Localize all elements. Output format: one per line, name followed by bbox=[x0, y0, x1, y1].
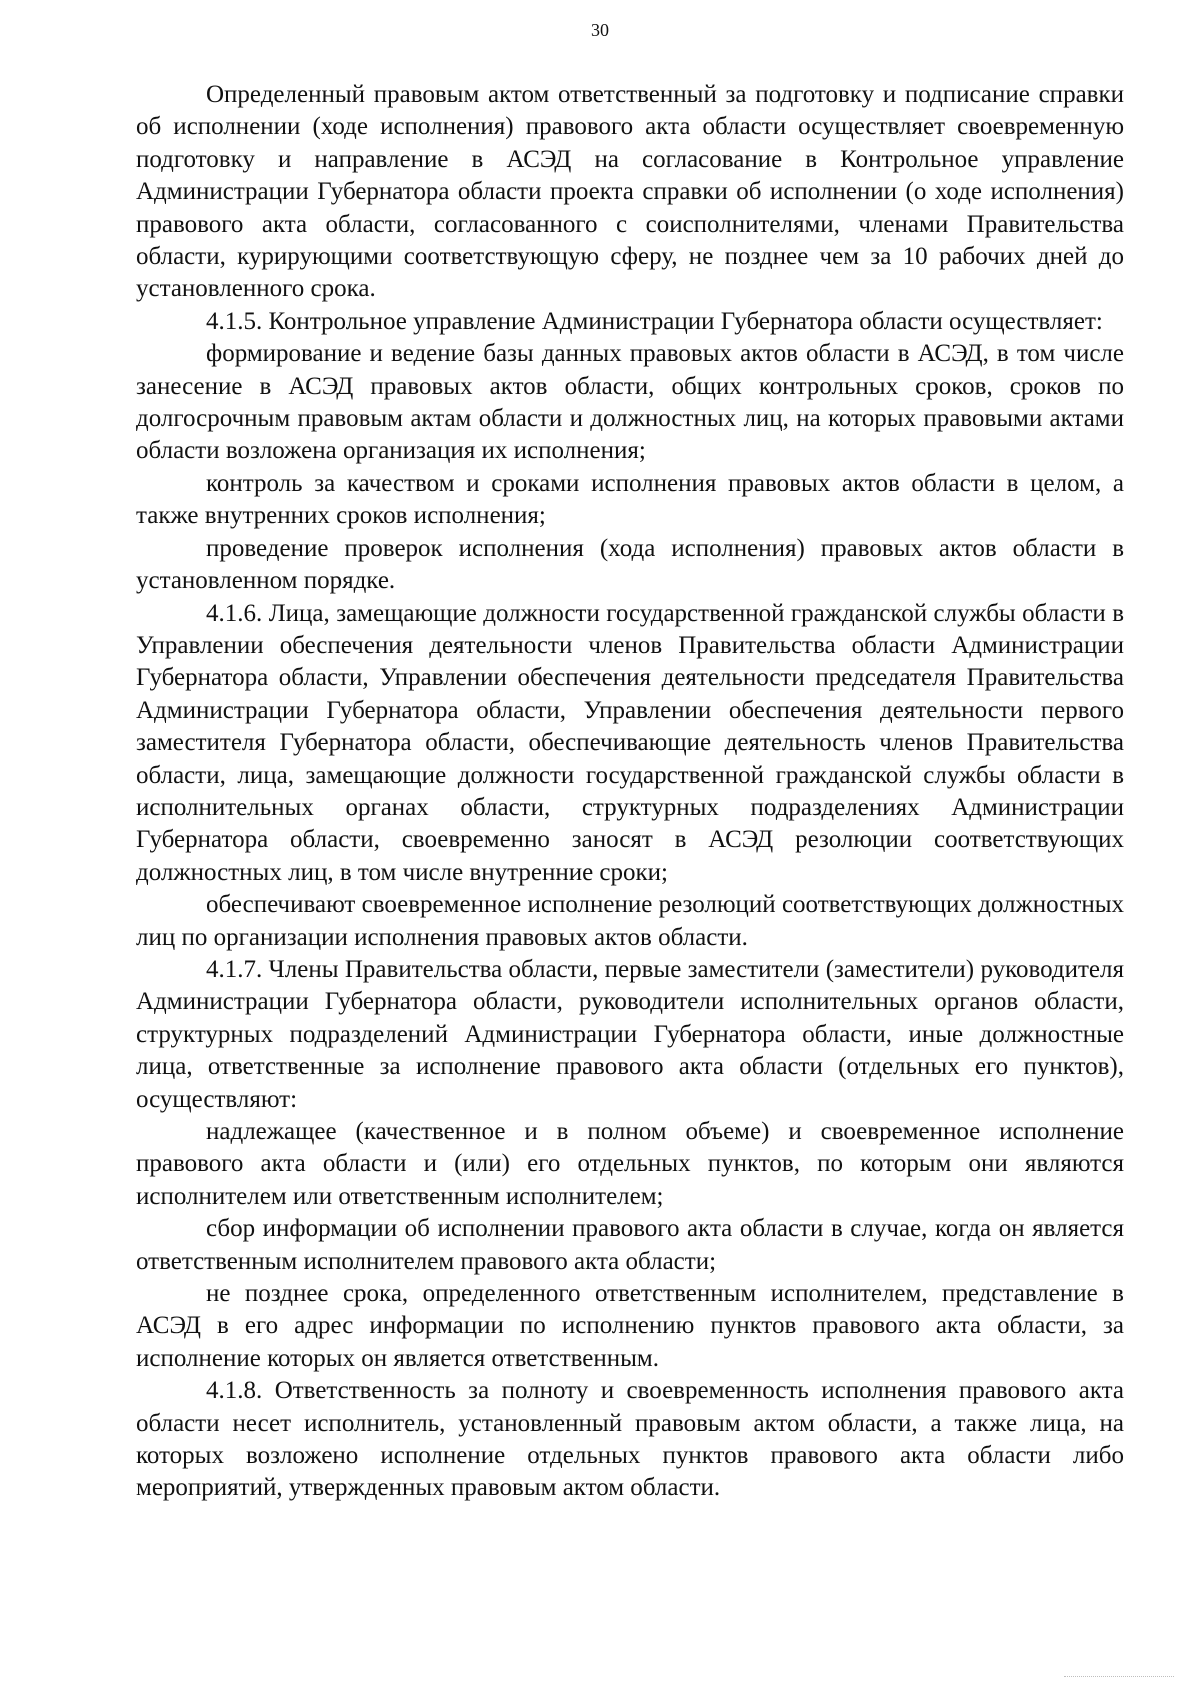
paragraph-information-collection: сбор информации об исполнении правового акта области в случае, когда он является ответственным исполнителем правового акта области; bbox=[136, 1215, 1124, 1275]
page-number: 30 bbox=[591, 20, 609, 40]
paragraph-verification: проведение проверок исполнения (хода исполнения) правовых актов области в установленном порядке. bbox=[136, 534, 1124, 595]
paragraph-information-submission: не позднее срока, определенного ответственным исполнителем, представление в АСЭД в его адрес информации по исполнению пунктов правового акта области, за исполнение которых он является ответственным. bbox=[136, 1280, 1124, 1372]
scan-mark bbox=[1064, 1668, 1174, 1677]
paragraph-quality-control: контроль за качеством и сроками исполнения правовых актов области в целом, а также внутренних сроков исполнения; bbox=[136, 469, 1124, 530]
document-body bbox=[136, 79, 1124, 1505]
paragraph-database-formation: формирование и ведение базы данных правовых актов области в АСЭД, в том числе занесение в АСЭД правовых актов области, общих контрольных сроков, сроков по долгосрочным правовым актам области и должностных лиц, на которых правовыми актами области возложена организация их исполнения; bbox=[136, 340, 1124, 465]
paragraph-section-4-1-6: 4.1.6. Лица, замещающие должности государственной гражданской службы области в Управлении обеспечения деятельности членов Правительства области Администрации Губернатора области, Управлении обеспечения деятельности председателя Правительства Администрации Губернатора области, Управлении обеспечения деятельности первого заместителя Губернатора области, обеспечивающие деятельность членов Правительства области, лица, замещающие должности государственной гражданской службы области в исполнительных органах области, структурных подразделениях Администрации Губернатора области, своевременно заносят в АСЭД резолюции соответствующих должностных лиц, в том числе внутренние сроки; bbox=[136, 599, 1124, 886]
paragraph-section-4-1-5: 4.1.5. Контрольное управление Администрации Губернатора области осуществляет: bbox=[206, 307, 1103, 335]
paragraph-proper-execution: надлежащее (качественное и в полном объеме) и своевременное исполнение правового акта области и (или) его отдельных пунктов, по которым они являются исполнителем или ответственным исполнителем; bbox=[136, 1118, 1124, 1210]
paragraph-resolution-execution: обеспечивают своевременное исполнение резолюций соответствующих должностных лиц по организации исполнения правовых актов области. bbox=[136, 891, 1124, 951]
paragraph-responsible-preparation: Определенный правовым актом ответственный за подготовку и подписание справки об исполнении (ходе исполнения) правового акта области осуществляет своевременную подготовку и направление в АСЭД на согласование в Контрольное управление Администрации Губернатора области проекта справки об исполнении (о ходе исполнения) правового акта области, согласованного с соисполнителями, членами Правительства области, курирующими соответствующую сферу, не позднее чем за 10 рабочих дней до установленного срока. bbox=[136, 81, 1124, 303]
paragraph-section-4-1-7: 4.1.7. Члены Правительства области, первые заместители (заместители) руководителя Администрации Губернатора области, руководители исполнительных органов области, структурных подразделений Администрации Губернатора области, иные должностные лица, ответственные за исполнение правового акта области (отдельных его пунктов), осуществляют: bbox=[136, 955, 1124, 1113]
paragraph-section-4-1-8: 4.1.8. Ответственность за полноту и своевременность исполнения правового акта области несет исполнитель, установленный правовым актом области, а также лица, на которых возложено исполнение отдельных пунктов правового акта области либо мероприятий, утвержденных правовым актом области. bbox=[136, 1377, 1124, 1502]
